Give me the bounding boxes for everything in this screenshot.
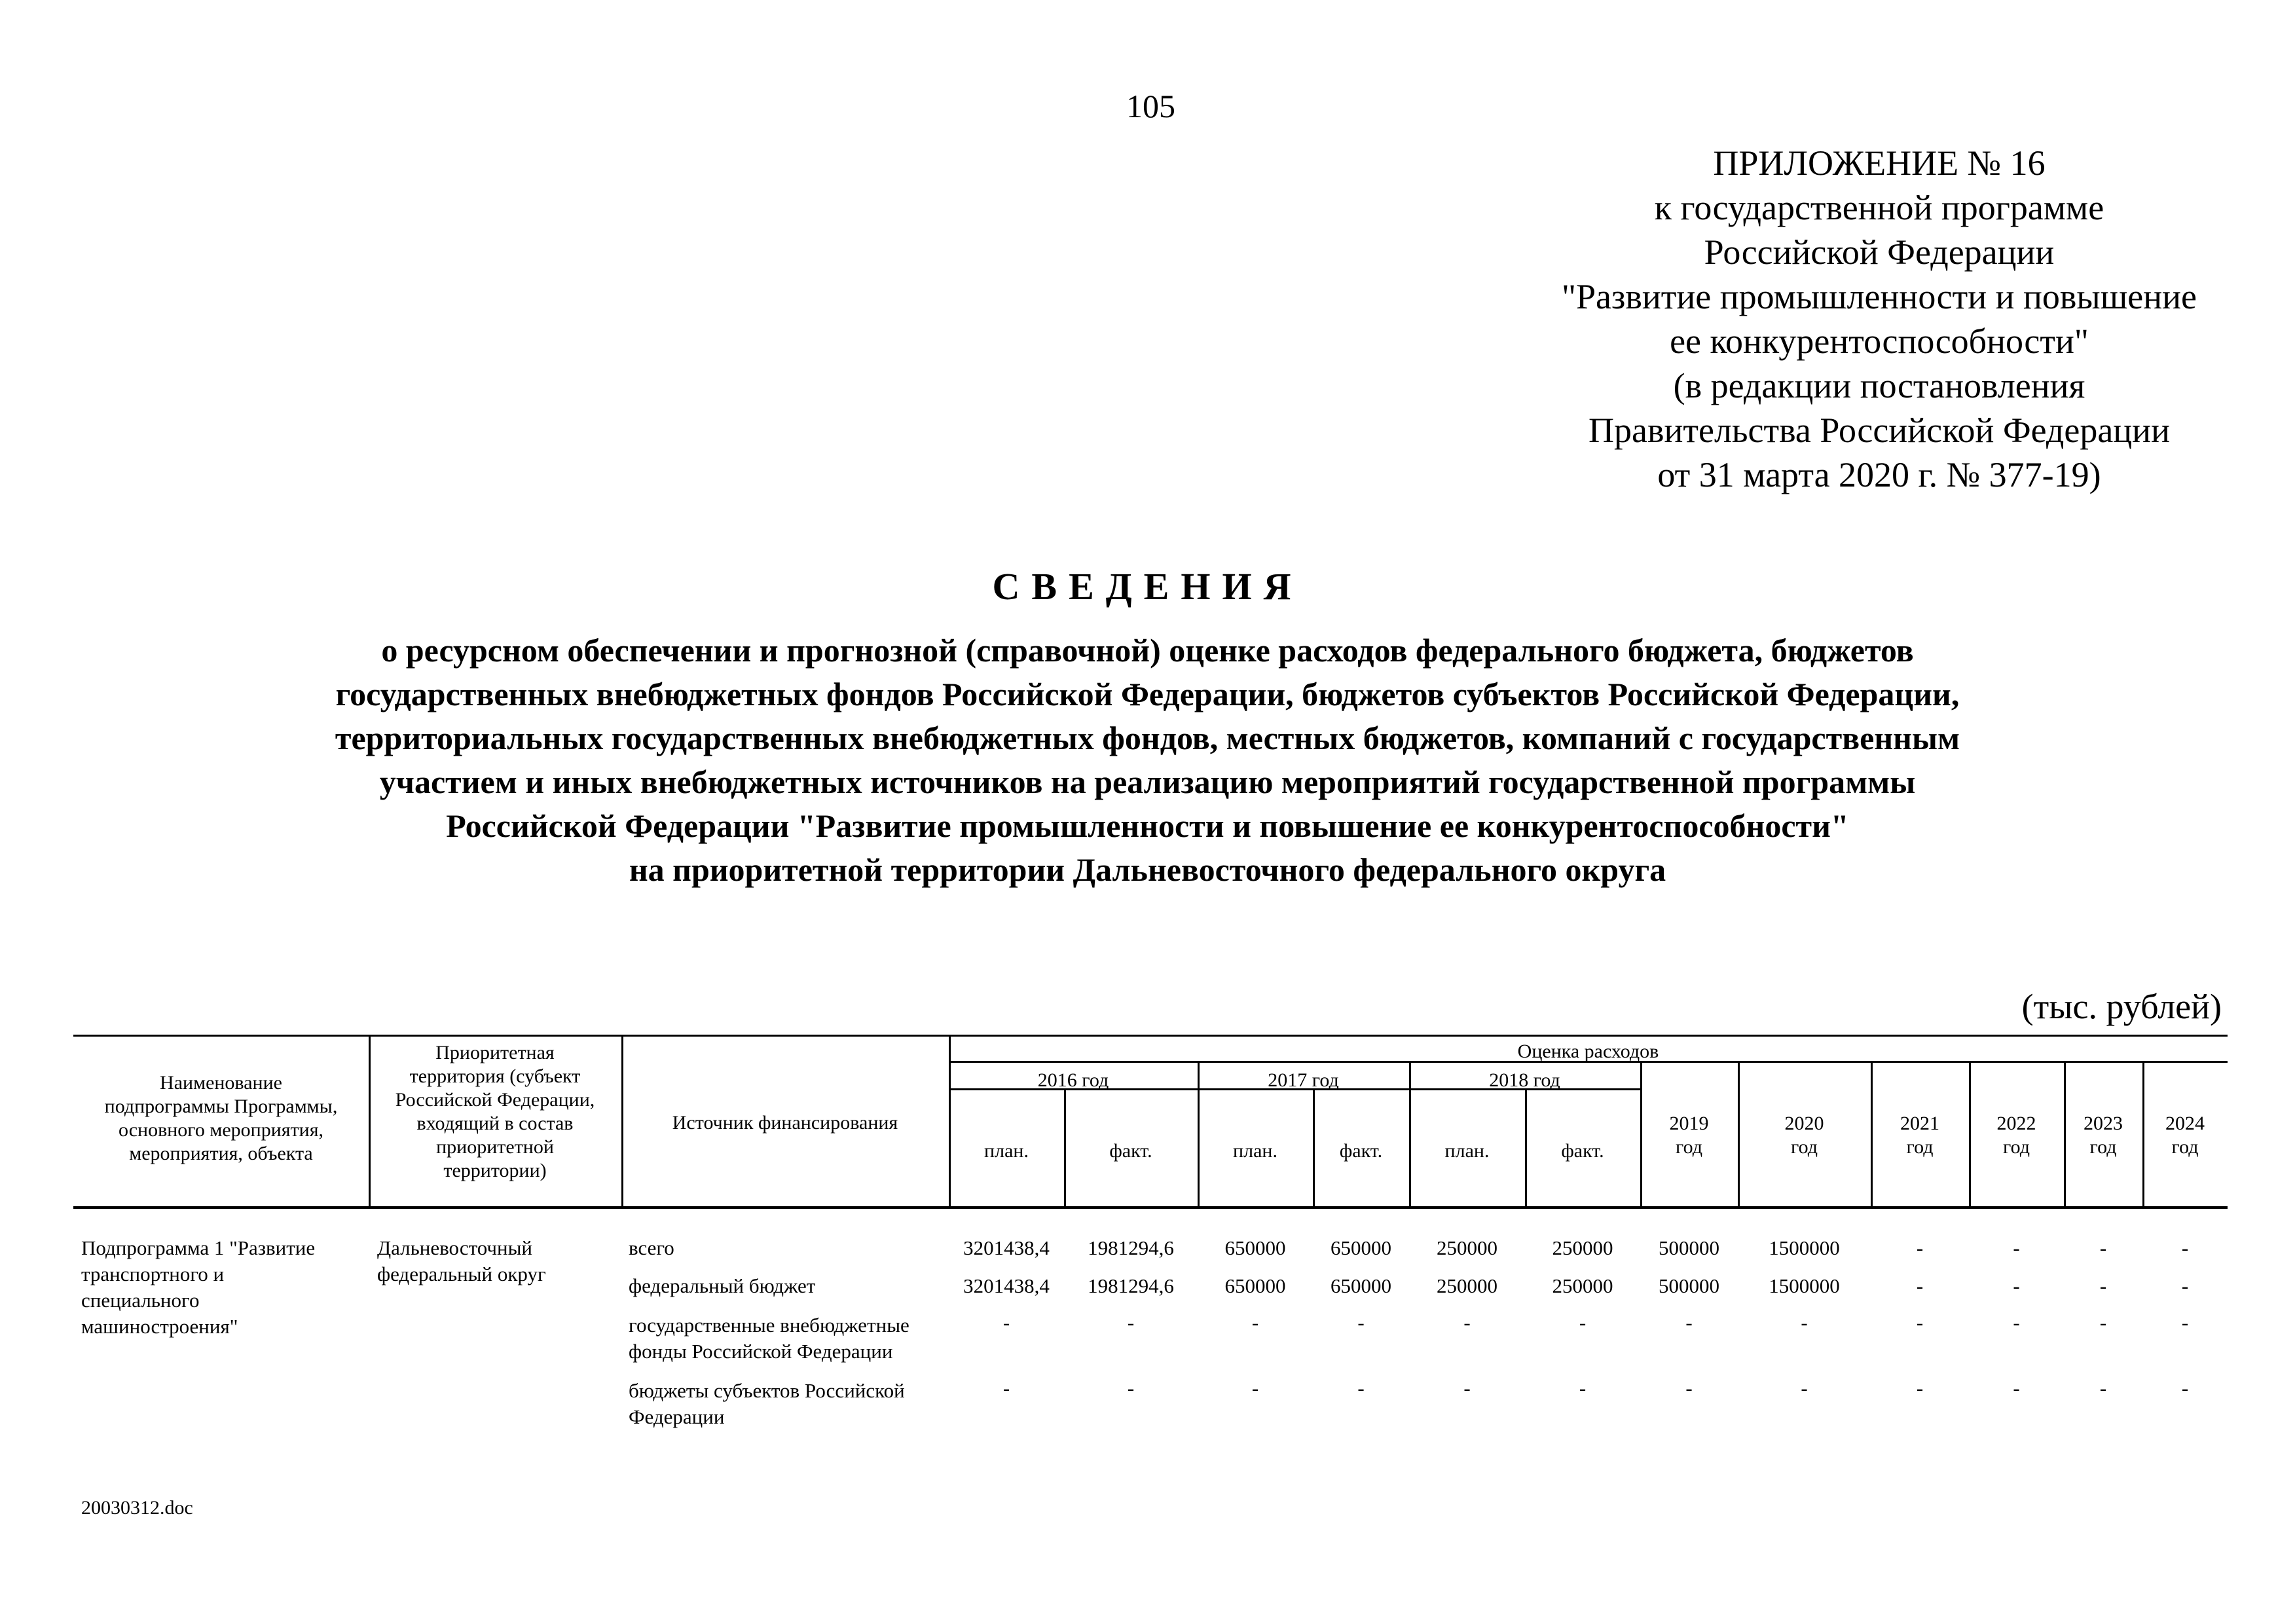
value-cell: - [2181, 1376, 2189, 1399]
value-cell: 650000 [1224, 1236, 1286, 1259]
value-cell: - [1916, 1311, 1924, 1334]
header-line: 2024 [2165, 1113, 2205, 1134]
header-line: приоритетной [436, 1136, 554, 1158]
appendix-line: "Развитие промышленности и повышение [1561, 277, 2197, 316]
value-cell: - [1463, 1376, 1471, 1399]
header-year-2017 [1198, 1069, 1409, 1092]
value-cell: 650000 [1331, 1274, 1391, 1297]
source-label [629, 1312, 909, 1365]
header-line: 2017 год [1268, 1069, 1339, 1091]
value-cell: - [1357, 1311, 1365, 1334]
document-heading: СВЕДЕНИЯ [992, 565, 1303, 608]
value-cell: - [1801, 1376, 1808, 1399]
value-cell: 650000 [1331, 1236, 1391, 1259]
value-cell: - [1127, 1376, 1135, 1399]
value-cell: - [2013, 1376, 2020, 1399]
header-line: план. [1233, 1140, 1277, 1162]
subprogram-name-line: машиностроения" [81, 1315, 238, 1338]
header-line: год [2171, 1136, 2199, 1158]
header-line: план. [984, 1140, 1029, 1162]
header-line: входящий в состав [416, 1113, 574, 1134]
value-cell: - [2099, 1236, 2107, 1259]
header-fact [1313, 1139, 1409, 1163]
territory-line: федеральный округ [377, 1263, 546, 1285]
value-cell: 500000 [1659, 1236, 1719, 1259]
header-line: Оценка расходов [1517, 1041, 1659, 1062]
header-line: 2022 [1996, 1113, 2036, 1134]
header-line: год [1676, 1136, 1702, 1158]
header-fact [1525, 1139, 1640, 1163]
value-cell: 3201438,4 [963, 1236, 1050, 1259]
value-cell: - [2181, 1236, 2189, 1259]
source-line: Федерации [629, 1405, 725, 1428]
value-cell: - [2099, 1376, 2107, 1399]
header-territory-column [369, 1041, 621, 1183]
header-source-column [621, 1111, 949, 1135]
appendix-line: ПРИЛОЖЕНИЕ № 16 [1713, 143, 2046, 183]
header-plan [1409, 1139, 1525, 1163]
header-plan [949, 1139, 1064, 1163]
subtitle-line: Российской Федерации "Развитие промышленности и повышение ее конкурентоспособности" [446, 807, 1849, 844]
header-line: факт. [1109, 1140, 1152, 1162]
value-cell: - [1579, 1311, 1587, 1334]
value-cell: - [1251, 1311, 1259, 1334]
value-cell: - [2099, 1274, 2107, 1297]
header-line: год [1791, 1136, 1818, 1158]
appendix-line: от 31 марта 2020 г. № 377-19) [1657, 455, 2101, 494]
value-cell: 500000 [1659, 1274, 1719, 1297]
header-line: 2021 [1900, 1113, 1939, 1134]
territory-line: Дальневосточный [377, 1236, 533, 1259]
header-line: мероприятия, объекта [129, 1143, 313, 1164]
header-plan [1198, 1139, 1313, 1163]
appendix-block [1526, 141, 2233, 497]
header-line: факт. [1561, 1140, 1604, 1162]
subprogram-name-line: Подпрограмма 1 "Развитие [81, 1236, 316, 1259]
value-cell: 1500000 [1769, 1274, 1840, 1297]
header-name-column [73, 1071, 369, 1166]
value-cell: - [2013, 1236, 2020, 1259]
source-label [629, 1273, 815, 1299]
header-line: 2020 [1784, 1113, 1824, 1134]
value-cell: - [1002, 1376, 1010, 1399]
header-year-2024 [2142, 1112, 2228, 1159]
header-year-2019 [1640, 1112, 1738, 1159]
value-cell: 250000 [1437, 1236, 1497, 1259]
value-cell: - [1251, 1376, 1259, 1399]
header-line: план. [1444, 1140, 1490, 1162]
header-line: факт. [1339, 1140, 1383, 1162]
value-cell: 250000 [1552, 1274, 1613, 1297]
value-cell: - [2181, 1311, 2189, 1334]
appendix-line: к государственной программе [1654, 188, 2104, 227]
header-year-2021 [1871, 1112, 1969, 1159]
header-line: 2016 год [1037, 1069, 1109, 1091]
value-cell: - [1801, 1311, 1808, 1334]
appendix-line: Российской Федерации [1704, 232, 2055, 272]
value-cell: - [1685, 1311, 1693, 1334]
document-subtitle [0, 629, 2295, 892]
appendix-line: (в редакции постановления [1673, 366, 2085, 405]
source-line: государственные внебюджетные [629, 1314, 909, 1337]
header-line: территория (субъект [409, 1065, 581, 1087]
subprogram-name [81, 1235, 315, 1340]
value-cell: - [1127, 1311, 1135, 1334]
value-cell: - [1002, 1311, 1010, 1334]
header-year-2020 [1738, 1112, 1871, 1159]
appendix-line: Правительства Российской Федерации [1588, 411, 2170, 450]
value-cell: 250000 [1552, 1236, 1613, 1259]
territory-name [377, 1235, 546, 1287]
rule [73, 1206, 2228, 1209]
value-cell: - [1357, 1376, 1365, 1399]
source-label [629, 1378, 905, 1430]
subtitle-line: государственных внебюджетных фондов Российской Федерации, бюджетов субъектов Российской Федерации, [335, 676, 1960, 712]
value-cell: - [1916, 1236, 1924, 1259]
appendix-line: ее конкурентоспособности" [1670, 322, 2089, 361]
value-cell: - [1685, 1376, 1693, 1399]
page-number: 105 [1126, 88, 1175, 124]
header-line: территории) [443, 1160, 547, 1181]
value-cell: - [2099, 1311, 2107, 1334]
value-cell: - [2013, 1311, 2020, 1334]
value-cell: - [1916, 1376, 1924, 1399]
header-line: 2018 год [1489, 1069, 1560, 1091]
value-cell: 1981294,6 [1088, 1274, 1174, 1297]
header-year-2023 [2064, 1112, 2142, 1159]
source-line: фонды Российской Федерации [629, 1340, 893, 1363]
header-estimate [949, 1040, 2228, 1063]
subtitle-line: участием и иных внебюджетных источников на реализацию мероприятий государственной программы [379, 764, 1916, 800]
rule [73, 1035, 2228, 1037]
subtitle-line: о ресурсном обеспечении и прогнозной (справочной) оценке расходов федерального бюджета, бюджетов [381, 632, 1914, 669]
value-cell: - [2013, 1274, 2020, 1297]
header-line: 2019 [1669, 1113, 1709, 1134]
header-fact [1064, 1139, 1198, 1163]
header-year-2018 [1409, 1069, 1640, 1092]
header-year-2016 [949, 1069, 1198, 1092]
source-line: бюджеты субъектов Российской [629, 1379, 905, 1402]
header-line: Российской Федерации, [395, 1089, 595, 1111]
value-cell: - [2181, 1274, 2189, 1297]
footer-filename: 20030312.doc [81, 1497, 193, 1519]
value-cell: 1500000 [1769, 1236, 1840, 1259]
header-year-2022 [1969, 1112, 2064, 1159]
header-line: 2023 [2084, 1113, 2123, 1134]
value-cell: - [1463, 1311, 1471, 1334]
source-line: всего [629, 1236, 674, 1259]
value-cell: - [1579, 1376, 1587, 1399]
header-line: год [1906, 1136, 1934, 1158]
header-line: подпрограммы Программы, [104, 1096, 338, 1117]
header-line: Приоритетная [435, 1042, 555, 1063]
units-label: (тыс. рублей) [2021, 987, 2222, 1026]
header-line: Источник финансирования [672, 1112, 898, 1134]
subprogram-name-line: транспортного и [81, 1263, 225, 1285]
value-cell: - [1916, 1274, 1924, 1297]
subprogram-name-line: специального [81, 1289, 200, 1312]
header-line: Наименование [160, 1072, 282, 1094]
header-line: год [2003, 1136, 2030, 1158]
header-line: основного мероприятия, [118, 1119, 324, 1141]
subtitle-line: на приоритетной территории Дальневосточного федерального округа [629, 851, 1666, 888]
value-cell: 250000 [1437, 1274, 1497, 1297]
value-cell: 650000 [1224, 1274, 1286, 1297]
source-label [629, 1235, 674, 1261]
value-cell: 1981294,6 [1088, 1236, 1174, 1259]
subtitle-line: территориальных государственных внебюджетных фондов, местных бюджетов, компаний с государственным [335, 720, 1960, 756]
value-cell: 3201438,4 [963, 1274, 1050, 1297]
source-line: федеральный бюджет [629, 1274, 816, 1297]
header-line: год [2089, 1136, 2117, 1158]
